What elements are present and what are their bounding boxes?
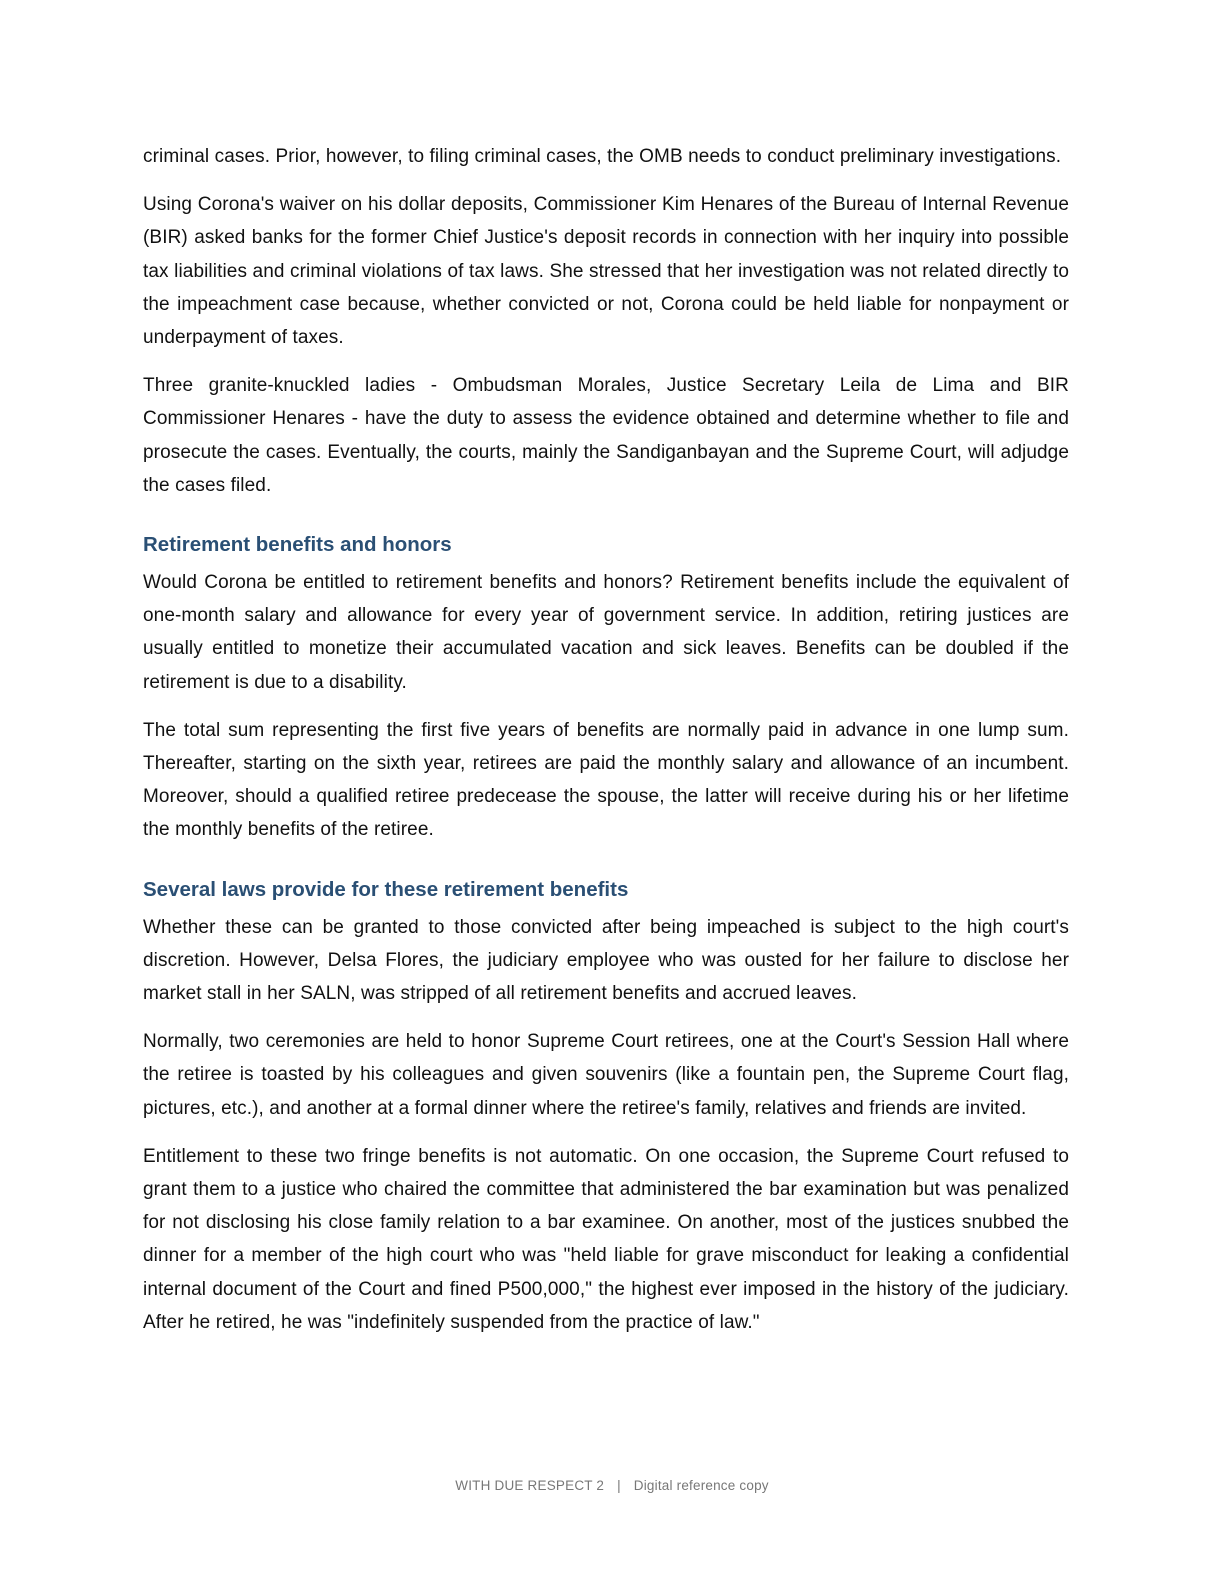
paragraph-three-ladies: Three granite-knuckled ladies - Ombudsman Morales, Justice Secretary Leila de Lima and BIR Commissioner Henares - have the duty to assess the evidence obtained and determine whether to file and prosecute the cases. Eventually, the courts, mainly the Sandiganbayan and the Supreme Court, will adjudge the cases filed. — [143, 375, 1069, 496]
document-body — [143, 140, 1069, 1354]
paragraph-retirement-entitlement: Would Corona be entitled to retirement benefits and honors? Retirement benefits include the equivalent of one-month salary and allowance for every year of government service. In addition, retiring justices are usually entitled to monetize their accumulated vacation and sick leaves. Benefits can be doubled if the retirement is due to a disability. — [143, 572, 1069, 693]
paragraph-court-discretion: Whether these can be granted to those convicted after being impeached is subject to the high court's discretion. However, Delsa Flores, the judiciary employee who was ousted for her failure to disclose her market stall in her SALN, was stripped of all retirement benefits and accrued leaves. — [143, 916, 1069, 1005]
section-heading-retirement-benefits: Retirement benefits and honors — [143, 533, 452, 557]
paragraph-fringe-benefits: Entitlement to these two fringe benefits is not automatic. On one occasion, the Supreme Court refused to grant them to a justice who chaired the committee that administered the bar examination but was penalized for not disclosing his close family relation to a bar examinee. On another, most of the justices snubbed the dinner for a member of the high court who was "held liable for grave misconduct for leaking a confidential internal document of the Court and fined P500,000," the highest ever imposed in the history of the judiciary. After he retired, he was "indefinitely suspended from the practice of law." — [143, 1145, 1069, 1333]
footer-note: Digital reference copy — [633, 1478, 769, 1493]
paragraph-bir-inquiry: Using Corona's waiver on his dollar deposits, Commissioner Kim Henares of the Bureau of Internal Revenue (BIR) asked banks for the former Chief Justice's deposit records in connection with her inquiry into possible tax liabilities and criminal violations of tax laws. She stressed that her investigation was not related directly to the impeachment case because, whether convicted or not, Corona could be held liable for nonpayment or underpayment of taxes. — [143, 194, 1069, 349]
paragraph-ceremonies: Normally, two ceremonies are held to honor Supreme Court retirees, one at the Court's Session Hall where the retiree is toasted by his colleagues and given souvenirs (like a fountain pen, the Supreme Court flag, pictures, etc.), and another at a formal dinner where the retiree's family, relatives and friends are invited. — [143, 1031, 1069, 1119]
footer-title: WITH DUE RESPECT 2 — [455, 1478, 605, 1493]
footer-separator: | — [617, 1478, 621, 1493]
section-heading-several-laws: Several laws provide for these retirement benefits — [143, 877, 629, 901]
paragraph-lump-sum: The total sum representing the first five years of benefits are normally paid in advance in one lump sum. Thereafter, starting on the sixth year, retirees are paid the monthly salary and allowance of an incumbent. Moreover, should a qualified retiree predecease the spouse, the latter will receive during his or her lifetime the monthly benefits of the retiree. — [143, 719, 1069, 841]
page-footer — [0, 1478, 1224, 1493]
paragraph-preliminary-investigations: criminal cases. Prior, however, to filing criminal cases, the OMB needs to conduct preliminary investigations. — [143, 146, 1062, 167]
